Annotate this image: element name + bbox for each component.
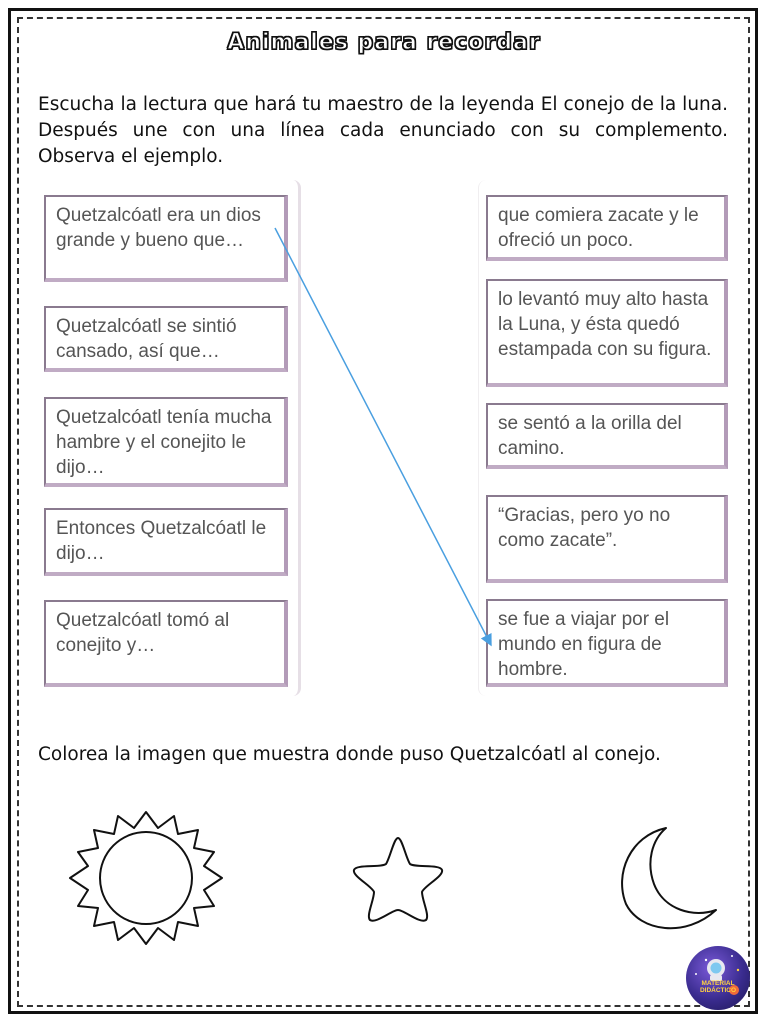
sun-icon[interactable] (62, 808, 228, 946)
right-card-4[interactable]: “Gracias, pero yo no como zacate”. (486, 495, 728, 583)
left-card-4[interactable]: Entonces Quetzalcóatl le dijo… (44, 508, 288, 576)
left-card-1[interactable]: Quetzalcóatl era un dios grande y bueno que… (44, 195, 288, 282)
left-card-5[interactable]: Quetzalcóatl tomó al conejito y… (44, 600, 288, 687)
logo-label: MATERIAL DIDÁCTICO (699, 980, 737, 994)
right-card-3[interactable]: se sentó a la orilla del camino. (486, 403, 728, 469)
right-card-1[interactable]: que comiera zacate y le ofreció un poco. (486, 195, 728, 261)
astronaut-icon (686, 946, 750, 1010)
right-card-5[interactable]: se fue a viajar por el mundo en figura de hombre. (486, 599, 728, 687)
star-icon[interactable] (348, 834, 448, 924)
left-card-2[interactable]: Quetzalcóatl se sintió cansado, así que… (44, 306, 288, 372)
moon-icon[interactable] (612, 822, 736, 934)
publisher-logo (686, 946, 750, 1010)
coloring-instruction: Colorea la imagen que muestra donde puso Quetzalcóatl al conejo. (38, 744, 661, 765)
right-card-2[interactable]: lo levantó muy alto hasta la Luna, y ésta quedó estampada con su figura. (486, 279, 728, 387)
instructions-text: Escucha la lectura que hará tu maestro de la leyenda El conejo de la luna. Después une con una línea cada enunciado con su complemento. Observa el ejemplo. (38, 94, 728, 167)
worksheet-title: Animales para recordar (227, 30, 541, 55)
left-card-3[interactable]: Quetzalcóatl tenía mucha hambre y el conejito le dijo… (44, 397, 288, 487)
